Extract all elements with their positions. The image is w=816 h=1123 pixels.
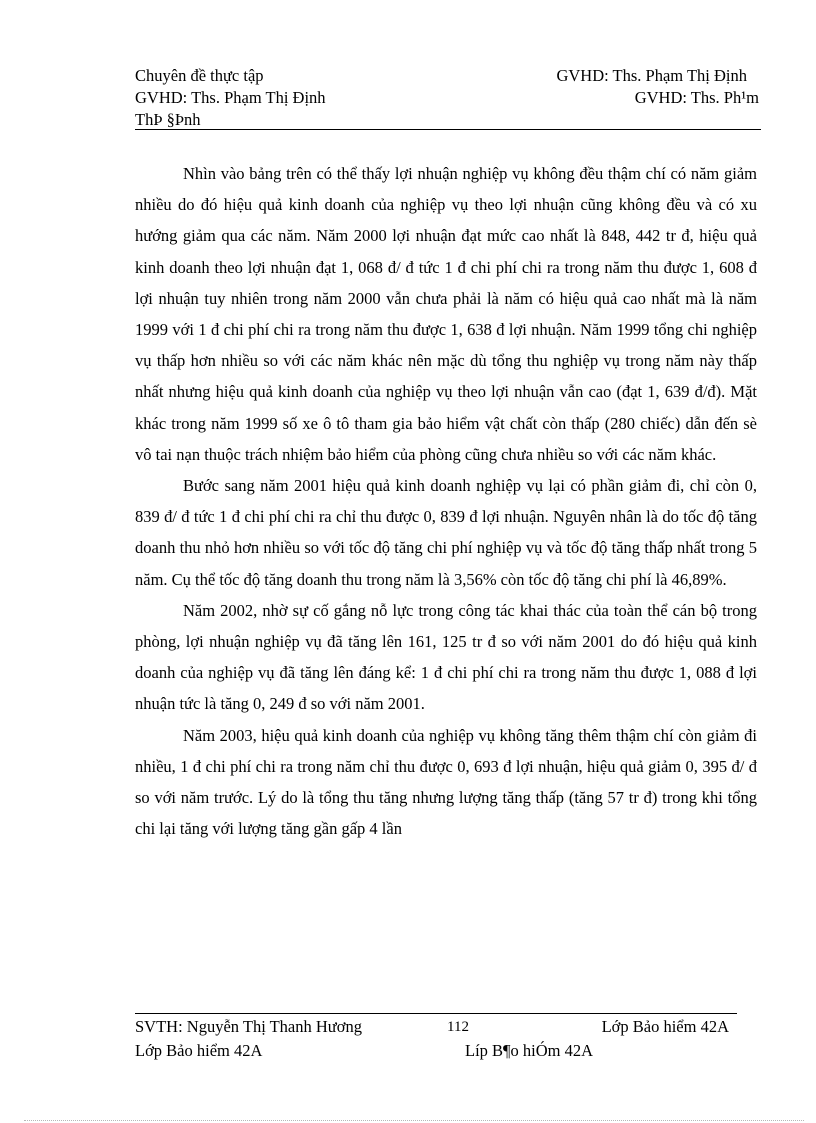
document-body xyxy=(135,158,757,844)
footer-class-garbled: Líp B¶o hiÓm 42A xyxy=(465,1041,594,1060)
header-subject: Chuyên đề thực tập xyxy=(135,66,264,85)
header-advisor-garbled: GVHD: Ths. Ph¹m xyxy=(634,88,759,107)
page-bottom-edge xyxy=(24,1120,804,1121)
header-advisor-garbled-continued: ThÞ §Þnh xyxy=(135,110,201,129)
page-header xyxy=(135,62,761,132)
header-row-2 xyxy=(135,87,761,109)
footer-class-repeat: Lớp Bảo hiểm 42A xyxy=(135,1041,263,1060)
header-advisor-repeat: GVHD: Ths. Phạm Thị Định xyxy=(135,88,326,107)
header-row-3 xyxy=(135,109,761,131)
footer-class: Lớp Bảo hiểm 42A xyxy=(601,1017,729,1036)
header-row-1 xyxy=(135,65,761,87)
paragraph-3: Năm 2002, nhờ sự cố gắng nỗ lực trong công tác khai thác của toàn thể cán bộ trong phòng, lợi nhuận nghiệp vụ đã tăng lên 161, 125 tr đ so với năm 2001 do đó hiệu quả kinh doanh của nghiệp vụ đã tăng lên đáng kể: 1 đ chi phí chi ra trong năm thu được 1, 088 đ lợi nhuận tức là tăng 0, 249 đ so với năm 2001. xyxy=(135,600,757,714)
paragraph-2: Bước sang năm 2001 hiệu quả kinh doanh nghiệp vụ lại có phần giảm đi, chỉ còn 0, 839 đ/ đ tức 1 đ chi phí chi ra chỉ thu được 0, 839 đ lợi nhuận. Nguyên nhân là do tốc độ tăng doanh thu nhỏ hơn nhiều so với tốc độ tăng chi phí nghiệp vụ và tốc độ tăng thấp nhất trong 5 năm. Cụ thể tốc độ tăng doanh thu trong năm là 3,56% còn tốc độ tăng chi phí là 46,89%. xyxy=(135,476,757,589)
footer-student: SVTH: Nguyễn Thị Thanh Hương xyxy=(135,1017,362,1036)
page-footer xyxy=(135,1016,737,1062)
paragraph-4: Năm 2003, hiệu quả kinh doanh của nghiệp vụ không tăng thêm thậm chí còn giảm đi nhiều, 1 đ chi phí chi ra trong năm chỉ thu được 0, 693 đ lợi nhuận, hiệu quả giảm 0, 395 đ/ đ so với năm trước. Lý do là tổng thu tăng nhưng lượng tăng thấp (tăng 57 tr đ) trong khi tổng chi lại tăng với lượng tăng gần gấp 4 lần xyxy=(135,725,757,839)
footer-divider xyxy=(135,1013,737,1014)
header-advisor: GVHD: Ths. Phạm Thị Định xyxy=(556,66,747,85)
header-divider xyxy=(135,129,761,130)
footer-row-2 xyxy=(135,1040,737,1062)
footer-row-1 xyxy=(135,1016,737,1038)
paragraph-1: Nhìn vào bảng trên có thể thấy lợi nhuận nghiệp vụ không đều thậm chí có năm giảm nhiều do đó hiệu quả kinh doanh của nghiệp vụ theo lợi nhuận cũng không đều và có xu hướng giảm qua các năm. Năm 2000 lợi nhuận đạt mức cao nhất là 848, 442 tr đ, hiệu quả kinh doanh theo lợi nhuận đạt 1, 068 đ/ đ tức 1 đ chi phí chi ra trong năm thu được 1, 608 đ lợi nhuận tuy nhiên trong năm 2000 vẫn chưa phải là năm có hiệu quả cao nhất mà là năm 1999 với 1 đ chi phí chi ra trong năm thu được 1, 638 đ lợi nhuận. Năm 1999 tổng chi nghiệp vụ thấp hơn nhiều so với các năm khác nên mặc dù tổng thu nghiệp vụ trong năm này thấp nhất nhưng hiệu quả kinh doanh của nghiệp vụ theo lợi nhuận vẫn cao (đạt 1, 639 đ/đ). Mặt khác trong năm 1999 số xe ô tô tham gia bảo hiểm vật chất còn thấp (280 chiếc) dẫn đến sè vô tai nạn thuộc trách nhiệm bảo hiểm của phòng cũng chưa nhiều so với các năm khác. xyxy=(135,164,757,464)
page-number: 112 xyxy=(447,1019,469,1035)
